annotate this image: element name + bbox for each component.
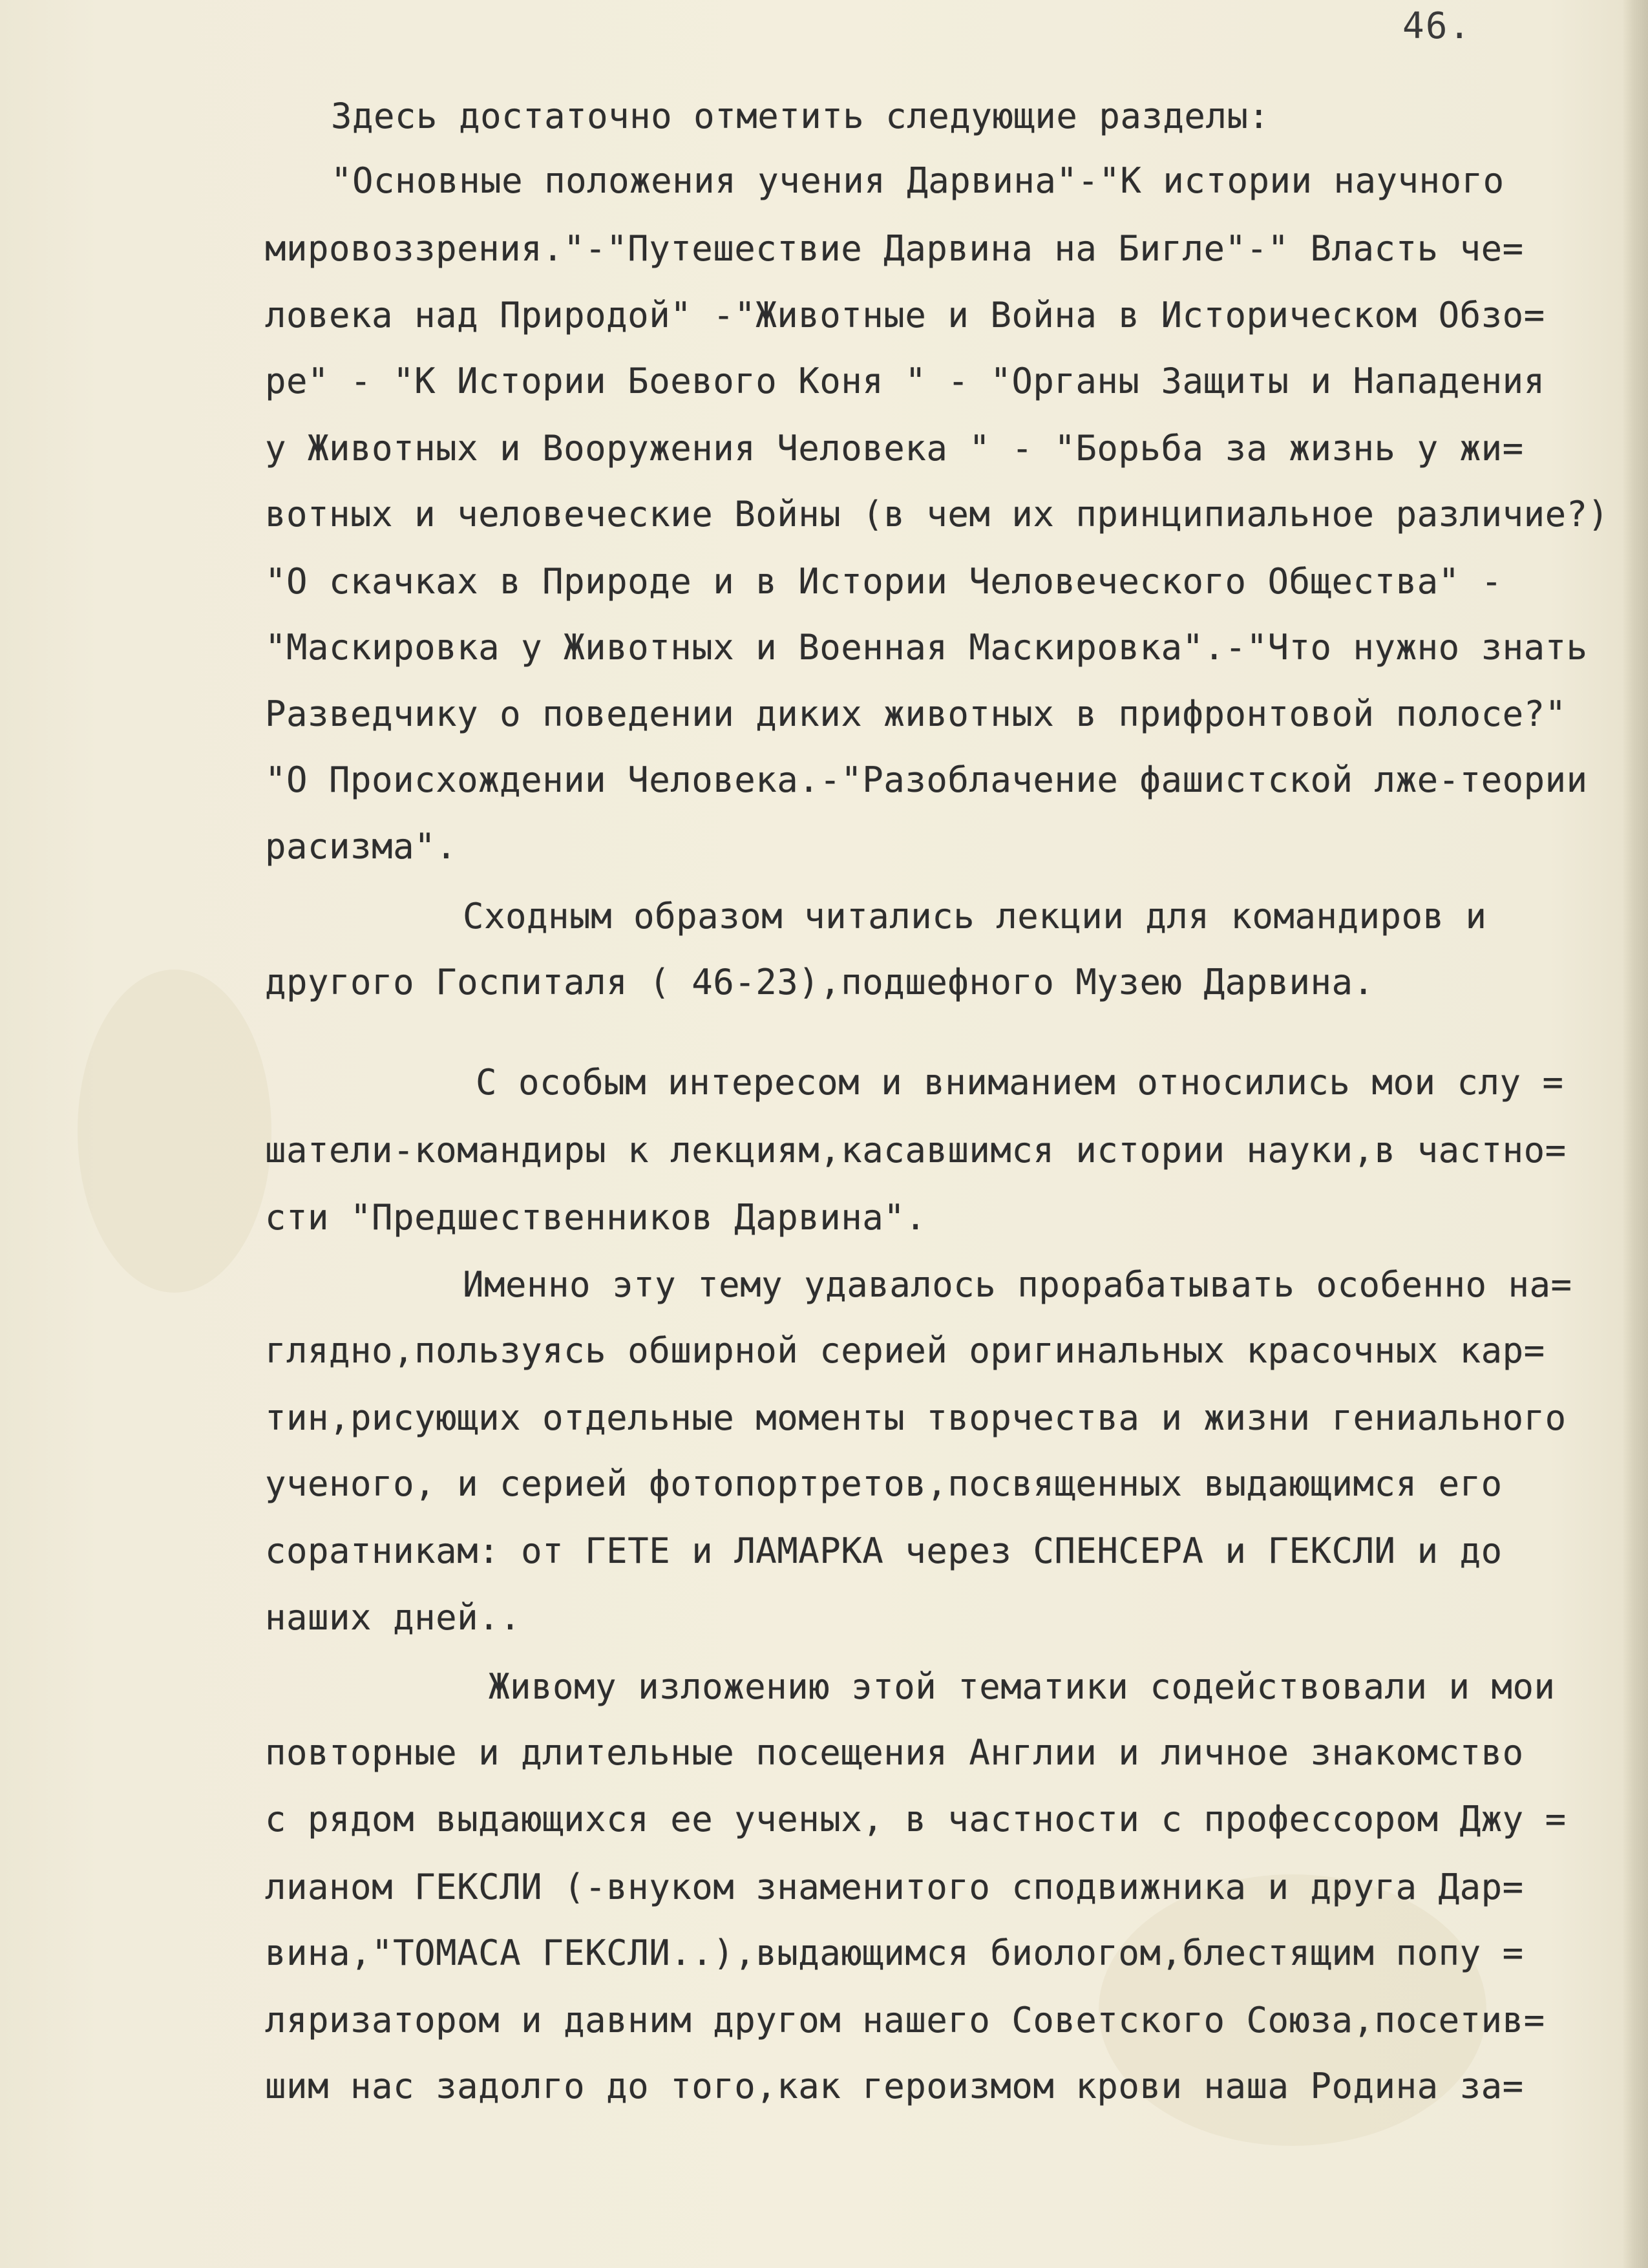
text-line: у Животных и Вооружения Человека " - "Борьба за жизнь у жи= bbox=[265, 428, 1524, 469]
text-line: шатели-командиры к лекциям,касавшимся истории науки,в частно= bbox=[265, 1130, 1567, 1171]
text-line: расизма". bbox=[265, 826, 458, 867]
text-line: сти "Предшественников Дарвина". bbox=[265, 1197, 927, 1238]
text-line: соратникам: от ГЕТЕ и ЛАМАРКА через СПЕНСЕРА и ГЕКСЛИ и до bbox=[265, 1531, 1503, 1571]
text-line: Живому изложению этой тематики содействовали и мои bbox=[489, 1666, 1556, 1707]
text-line: повторные и длительные посещения Англии и личное знакомство bbox=[265, 1732, 1524, 1773]
text-line: другого Госпиталя ( 46-23),подшефного Музею Дарвина. bbox=[265, 962, 1375, 1002]
text-line: "О скачках в Природе и в Истории Человеческого Общества" - bbox=[265, 561, 1503, 602]
text-line: тин,рисующих отдельные моменты творчества и жизни гениального bbox=[265, 1397, 1567, 1438]
text-line: "О Происхождении Человека.-"Разоблачение фашистской лже-теории bbox=[265, 759, 1588, 800]
text-line: Разведчику о поведении диких животных в прифронтовой полосе?" bbox=[265, 694, 1567, 734]
text-line: "Маскировка у Животных и Военная Маскировка".-"Что нужно знать bbox=[265, 627, 1588, 668]
text-line: лианом ГЕКСЛИ (-внуком знаменитого сподвижника и друга Дар= bbox=[265, 1867, 1524, 1907]
text-line: глядно,пользуясь обширной серией оригинальных красочных кар= bbox=[265, 1330, 1545, 1371]
text-line: Именно эту тему удавалось прорабатывать особенно на= bbox=[463, 1264, 1572, 1305]
text-line: ляризатором и давним другом нашего Советского Союза,посетив= bbox=[265, 2000, 1545, 2040]
text-line: мировоззрения."-"Путешествие Дарвина на Бигле"-" Власть че= bbox=[265, 228, 1524, 269]
text-line: наших дней.. bbox=[265, 1597, 522, 1638]
text-line: ученого, и серией фотопортретов,посвященных выдающимся его bbox=[265, 1463, 1503, 1504]
text-line: вотных и человеческие Войны (в чем их принципиальное различие?) bbox=[265, 494, 1609, 535]
text-line: Здесь достаточно отметить следующие разделы: bbox=[331, 96, 1270, 136]
text-line: ловека над Природой" -"Животные и Война в Историческом Обзо= bbox=[265, 295, 1545, 335]
page-number: 46. bbox=[1402, 5, 1472, 47]
text-line: "Основные положения учения Дарвина"-"К истории научного bbox=[331, 160, 1505, 201]
text-line: С особым интересом и вниманием относились мои слу = bbox=[476, 1062, 1564, 1103]
text-line: Сходным образом читались лекции для командиров и bbox=[463, 896, 1487, 937]
text-line: ре" - "К Истории Боевого Коня " - "Органы Защиты и Нападения bbox=[265, 361, 1545, 401]
text-line: вина,"ТОМАСА ГЕКСЛИ..),выдающимся биологом,блестящим попу = bbox=[265, 1933, 1524, 1973]
text-line: шим нас задолго до того,как героизмом крови наша Родина за= bbox=[265, 2066, 1524, 2106]
text-line: с рядом выдающихся ее ученых, в частности с профессором Джу = bbox=[265, 1799, 1567, 1839]
